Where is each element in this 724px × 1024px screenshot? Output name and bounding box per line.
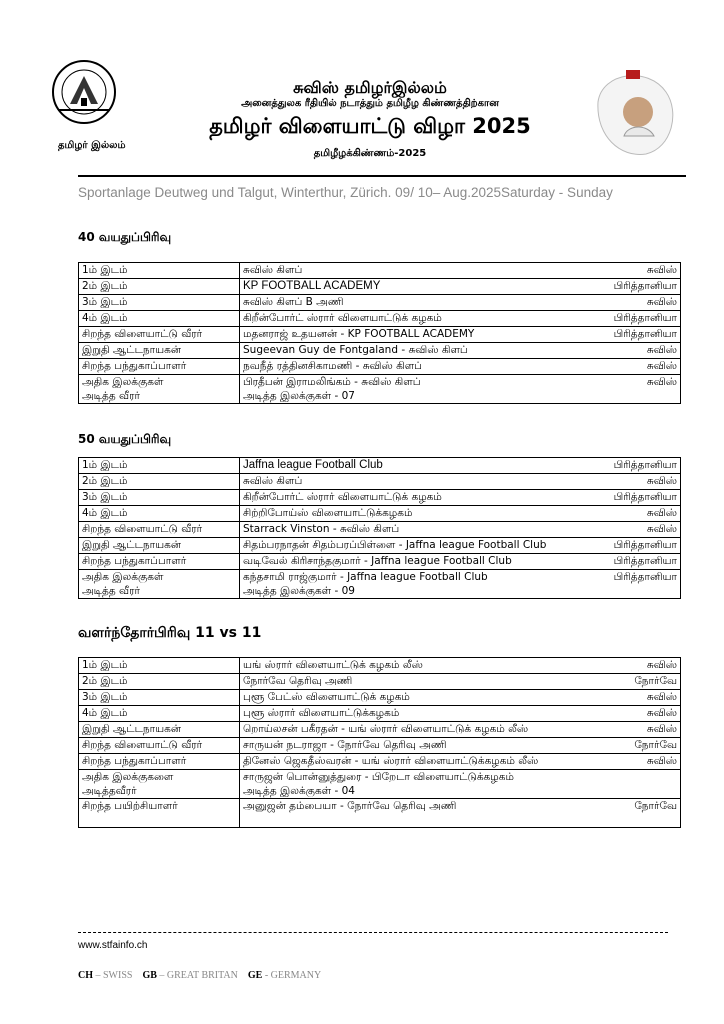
award-category: சிறந்த பந்துகாப்பாளர் [82,555,187,567]
winner-cell [240,343,681,359]
country: சுவிஸ் [646,691,677,703]
winner-cell [240,554,681,570]
country: சுவிஸ் [646,376,677,388]
award-category-cell [79,690,240,706]
winner-name: கந்தசாமி ராஜ்குமார் - Jaffna league Football Club [243,571,488,583]
table-row [79,279,681,295]
award-category-cell [79,490,240,506]
award-category-cell [79,263,240,279]
award-category: 2ம் இடம் [82,475,128,487]
award-category: இறுதி ஆட்டநாயகன் [82,539,182,551]
award-category: 2ம் இடம் [82,280,128,292]
event-title: தமிழர் விளையாட்டு விழா 2025 [209,114,531,138]
winner-name: சுவிஸ் கிளப் [243,475,303,487]
award-category-cell [79,538,240,554]
award-category: சிறந்த விளையாட்டு வீரர் [82,523,203,535]
table-row [79,674,681,690]
country: சுவிஸ் [646,755,677,767]
event-subtitle: அனைத்துலக ரீதியில் நடாத்தும் தமிழீழ கிண்ணத்திற்கான [241,98,499,109]
award-category-cell [79,279,240,295]
award-category: 4ம் இடம் [82,507,128,519]
winner-name: புளூ பேட்ஸ் விளையாட்டுக் கழகம் [243,691,410,703]
country: நோர்வே [634,739,677,751]
venue-line: Sportanlage Deutweg und Talgut, Winterthur, Zürich. 09/ 10– Aug.2025Saturday - Sunday [78,185,613,200]
legend-code: GB [142,970,157,981]
winner-name: சாருஜன் பொன்னுத்துரை - பிறேடா விளையாட்டுக்கழகம் [243,771,514,783]
award-category-cell [79,674,240,690]
country: பிரித்தானியா [613,312,677,324]
legend-code: GE [247,970,263,981]
award-category: 2ம் இடம் [82,675,128,687]
table-row [79,522,681,538]
award-category-cell [79,770,240,799]
footer-divider [78,932,668,933]
country: சுவிஸ் [646,360,677,372]
country: சுவிஸ் [646,707,677,719]
legend-name: – SWISS [93,970,133,981]
country-legend [78,970,321,981]
award-category-cell [79,658,240,674]
table-row [79,458,681,474]
table-row [79,706,681,722]
winner-name: கிறீன்போர்ட் ஸ்ரார் விளையாட்டுக் கழகம் [243,312,442,324]
winner-cell [240,658,681,674]
award-category: அதிக இலக்குகளை [82,771,174,783]
winner-name: Jaffna league Football Club [243,459,383,471]
winner-name: மதனராஜ் உதயனன் - KP FOOTBALL ACADEMY [243,328,475,340]
award-category: அதிக இலக்குகள் [82,571,164,583]
award-category-cell [79,799,240,828]
country: பிரித்தானியா [613,491,677,503]
table-row [79,490,681,506]
winner-name: தினேஸ் ஜெகதீஸ்வரன் - யங் ஸ்ரார் விளையாட்டுக்கழகம் லீஸ் [243,755,539,767]
goals-scored: அடித்த இலக்குகள் - 09 [243,585,355,597]
award-category-cell [79,458,240,474]
winner-name: சிற்றிபோய்ஸ் விளையாட்டுக்கழகம் [243,507,413,519]
results-table [78,262,681,404]
country: பிரித்தானியா [613,571,677,583]
table-row [79,359,681,375]
winner-cell [240,359,681,375]
winner-cell [240,279,681,295]
section-title: 40 வயதுப்பிரிவு [78,230,172,244]
table-row [79,343,681,359]
winner-name: வடிவேல் கிரிசாந்தகுமார் - Jaffna league Football Club [243,555,512,567]
winner-cell [240,570,681,599]
award-category-cell [79,327,240,343]
award-category: சிறந்த பயிற்சியாளர் [82,800,178,812]
award-category: 1ம் இடம் [82,264,128,276]
table-row [79,506,681,522]
country: பிரித்தானியா [613,459,677,471]
winner-cell [240,738,681,754]
award-category-cell [79,570,240,599]
legend-name: – GREAT BRITAN [156,970,238,981]
country: சுவிஸ் [646,344,677,356]
winner-name: யங் ஸ்ரார் விளையாட்டுக் கழகம் லீஸ் [243,659,423,671]
table-row [79,754,681,770]
winner-cell [240,295,681,311]
country: பிரித்தானியா [613,555,677,567]
country: சுவிஸ் [646,659,677,671]
award-category: சிறந்த விளையாட்டு வீரர் [82,328,203,340]
country: நோர்வே [634,800,677,812]
award-category-cell [79,506,240,522]
award-category: அடித்தவீரர் [82,785,137,797]
winner-cell [240,799,681,828]
country: சுவிஸ் [646,264,677,276]
award-category: சிறந்த பந்துகாப்பாளர் [82,360,187,372]
award-category-cell [79,343,240,359]
award-category: 1ம் இடம் [82,659,128,671]
winner-name: Starrack Vinston - சுவிஸ் கிளப் [243,523,400,535]
country: பிரித்தானியா [613,280,677,292]
goals-scored: அடித்த இலக்குகள் - 07 [243,390,355,402]
country: சுவிஸ் [646,507,677,519]
award-category-cell [79,375,240,404]
table-row [79,295,681,311]
award-category: அடித்த வீரர் [82,390,141,402]
award-category: அதிக இலக்குகள் [82,376,164,388]
winner-cell [240,674,681,690]
country: சுவிஸ் [646,475,677,487]
award-category-cell [79,522,240,538]
winner-name: சிதம்பரநாதன் சிதம்பரப்பிள்ளை - Jaffna league Football Club [243,539,547,551]
table-row [79,311,681,327]
footer-website-link[interactable]: www.stfainfo.ch [78,940,148,951]
winner-cell [240,263,681,279]
winner-cell [240,770,681,799]
cup-title: தமிழீழக்கிண்ணம்-2025 [313,148,427,159]
table-row [79,799,681,828]
table-row [79,327,681,343]
country: சுவிஸ் [646,723,677,735]
section-title: 50 வயதுப்பிரிவு [78,432,172,446]
header-divider [78,175,686,177]
winner-cell [240,506,681,522]
winner-name: சுவிஸ் கிளப் B அணி [243,296,344,308]
table-row [79,738,681,754]
winner-cell [240,311,681,327]
winner-name: Sugeevan Guy de Fontgaland - சுவிஸ் கிளப் [243,344,468,356]
winner-cell [240,522,681,538]
winner-name: கிறீன்போர்ட் ஸ்ரார் விளையாட்டுக் கழகம் [243,491,442,503]
results-table [78,457,681,599]
table-row [79,570,681,599]
goals-scored: அடித்த இலக்குகள் - 04 [243,785,355,797]
table-row [79,263,681,279]
winner-name: அனுஜன் தம்பையா - நோர்வே தெரிவு அணி [243,800,457,812]
award-category: 3ம் இடம் [82,296,128,308]
award-category: 4ம் இடம் [82,707,128,719]
country: நோர்வே [634,675,677,687]
leader-portrait-image [588,62,688,162]
country: சுவிஸ் [646,523,677,535]
winner-cell [240,538,681,554]
award-category: அடித்த வீரர் [82,585,141,597]
table-row [79,658,681,674]
org-title: சுவிஸ் தமிழர்இல்லம் [293,78,447,97]
winner-name: சுவிஸ் கிளப் [243,264,303,276]
winner-name: KP FOOTBALL ACADEMY [243,280,381,292]
logo-caption: தமிழர் இல்லம் [58,140,126,151]
winner-cell [240,474,681,490]
winner-cell [240,458,681,474]
winner-cell [240,490,681,506]
award-category-cell [79,295,240,311]
results-table [78,657,681,828]
table-row [79,690,681,706]
section-title: வளர்ந்தோர்பிரிவு 11 vs 11 [78,625,262,641]
winner-name: புளூ ஸ்ரார் விளையாட்டுக்கழகம் [243,707,400,719]
winner-cell [240,722,681,738]
winner-name: சாருயன் நடராஜா - நோர்வே தெரிவு அணி [243,739,447,751]
award-category: சிறந்த விளையாட்டு வீரர் [82,739,203,751]
award-category: இறுதி ஆட்டநாயகன் [82,723,182,735]
winner-name: பிரதீபன் இராமலிங்கம் - சுவிஸ் கிளப் [243,376,421,388]
table-row [79,375,681,404]
country: சுவிஸ் [646,296,677,308]
table-row [79,722,681,738]
award-category-cell [79,754,240,770]
winner-cell [240,690,681,706]
award-category-cell [79,474,240,490]
award-category-cell [79,706,240,722]
table-row [79,538,681,554]
award-category: 1ம் இடம் [82,459,128,471]
winner-cell [240,754,681,770]
table-row [79,474,681,490]
award-category: இறுதி ஆட்டநாயகன் [82,344,182,356]
award-category-cell [79,311,240,327]
winner-name: றொய்லசன் பகீரதன் - யங் ஸ்ரார் விளையாட்டுக் கழகம் லீஸ் [243,723,529,735]
award-category-cell [79,722,240,738]
award-category-cell [79,738,240,754]
winner-cell [240,327,681,343]
winner-cell [240,375,681,404]
winner-name: நோர்வே தெரிவு அணி [243,675,353,687]
country: பிரித்தானியா [613,328,677,340]
table-row [79,554,681,570]
legend-name: - GERMANY [262,970,322,981]
award-category: 3ம் இடம் [82,691,128,703]
table-row [79,770,681,799]
award-category-cell [79,359,240,375]
country: பிரித்தானியா [613,539,677,551]
winner-cell [240,706,681,722]
award-category: 3ம் இடம் [82,491,128,503]
award-category: சிறந்த பந்துகாப்பாளர் [82,755,187,767]
winner-name: நவநீத் ரத்தினசிகாமணி - சுவிஸ் கிளப் [243,360,422,372]
award-category-cell [79,554,240,570]
legend-code: CH [78,970,93,981]
award-category: 4ம் இடம் [82,312,128,324]
